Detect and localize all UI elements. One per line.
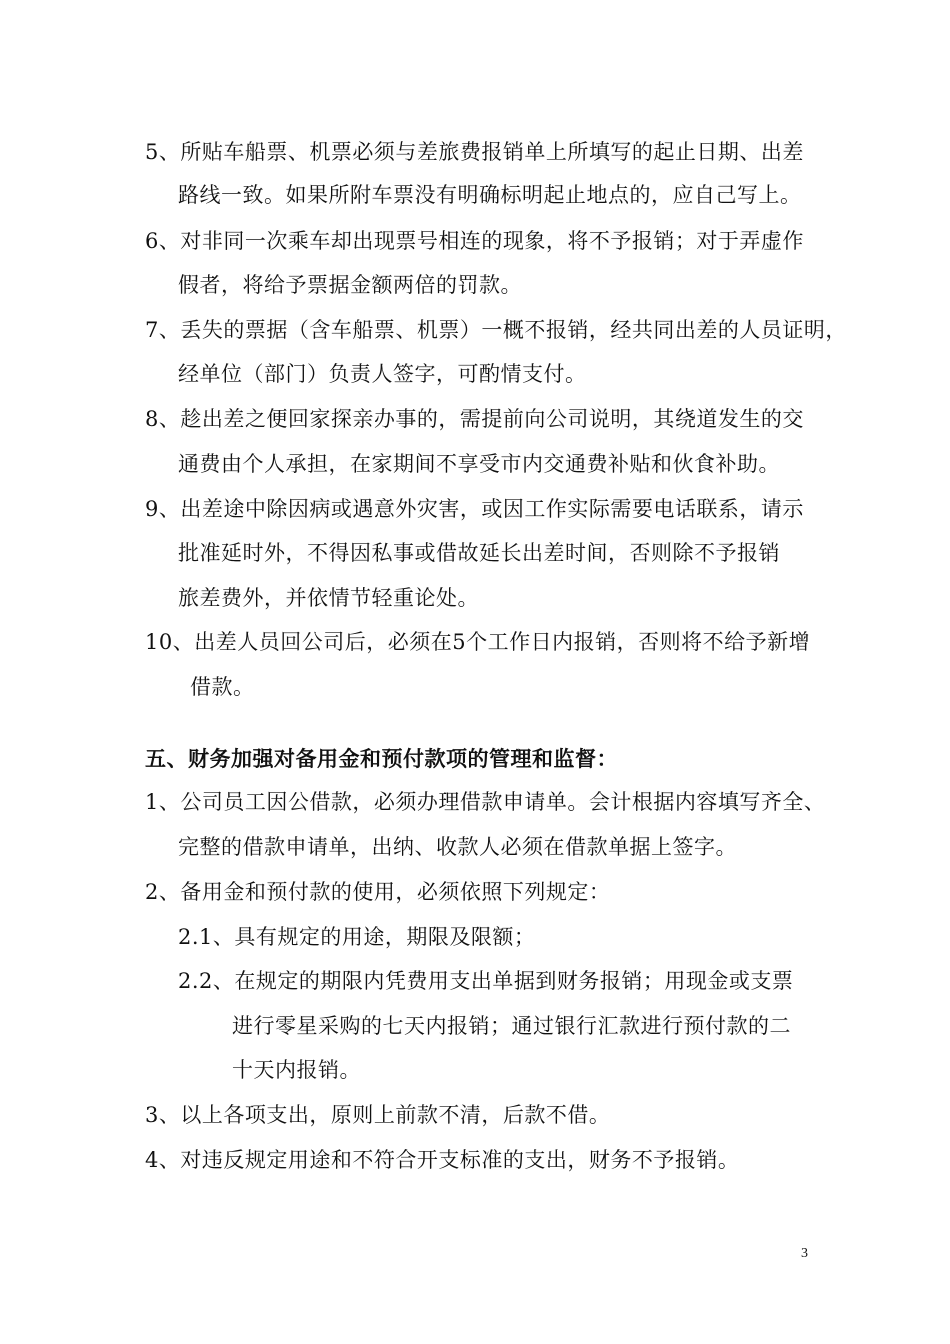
item-1-line-2: 完整的借款申请单，出纳、收款人必须在借款单据上签字。 <box>178 835 737 859</box>
item-2: 2、备用金和预付款的使用，必须依照下列规定： <box>145 880 611 904</box>
rule-10-line-1: 10、出差人员回公司后，必须在5个工作日内报销，否则将不给予新增 <box>145 630 811 654</box>
rule-6-line-2: 假者，将给予票据金额两倍的罚款。 <box>178 273 522 297</box>
rule-9-line-1: 9、出差途中除因病或遇意外灾害，或因工作实际需要电话联系，请示 <box>145 497 804 521</box>
item-3: 3、以上各项支出，原则上前款不清，后款不借。 <box>145 1103 611 1127</box>
item-2-2-line-2: 进行零星采购的七天内报销；通过银行汇款进行预付款的二 <box>232 1014 791 1038</box>
item-2-1: 2.1、具有规定的用途，期限及限额； <box>178 925 536 949</box>
section-5-heading: 五、财务加强对备用金和预付款项的管理和监督： <box>145 747 618 771</box>
rule-7-line-2: 经单位（部门）负责人签字，可酌情支付。 <box>178 362 587 386</box>
rule-9-line-2: 批准延时外，不得因私事或借故延长出差时间，否则除不予报销 <box>178 541 780 565</box>
rule-6-line-1: 6、对非同一次乘车却出现票号相连的现象，将不予报销；对于弄虚作 <box>145 229 804 253</box>
item-4: 4、对违反规定用途和不符合开支标准的支出，财务不予报销。 <box>145 1148 740 1172</box>
rule-5-line-2: 路线一致。如果所附车票没有明确标明起止地点的，应自己写上。 <box>178 183 802 207</box>
page-number: 3 <box>801 1246 808 1261</box>
item-2-2-line-3: 十天内报销。 <box>232 1058 361 1082</box>
rule-9-line-3: 旅差费外，并依情节轻重论处。 <box>178 586 479 610</box>
rule-7-line-1: 7、丢失的票据（含车船票、机票）一概不报销，经共同出差的人员证明， <box>145 318 847 342</box>
item-1-line-1: 1、公司员工因公借款，必须办理借款申请单。会计根据内容填写齐全、 <box>145 790 826 814</box>
rule-8-line-1: 8、趁出差之便回家探亲办事的，需提前向公司说明，其绕道发生的交 <box>145 407 804 431</box>
rule-8-line-2: 通费由个人承担，在家期间不享受市内交通费补贴和伙食补助。 <box>178 452 780 476</box>
item-2-2-line-1: 2.2、在规定的期限内凭费用支出单据到财务报销；用现金或支票 <box>178 969 794 993</box>
rule-5-line-1: 5、所贴车船票、机票必须与差旅费报销单上所填写的起止日期、出差 <box>145 140 804 164</box>
rule-10-line-2: 借款。 <box>190 675 255 699</box>
